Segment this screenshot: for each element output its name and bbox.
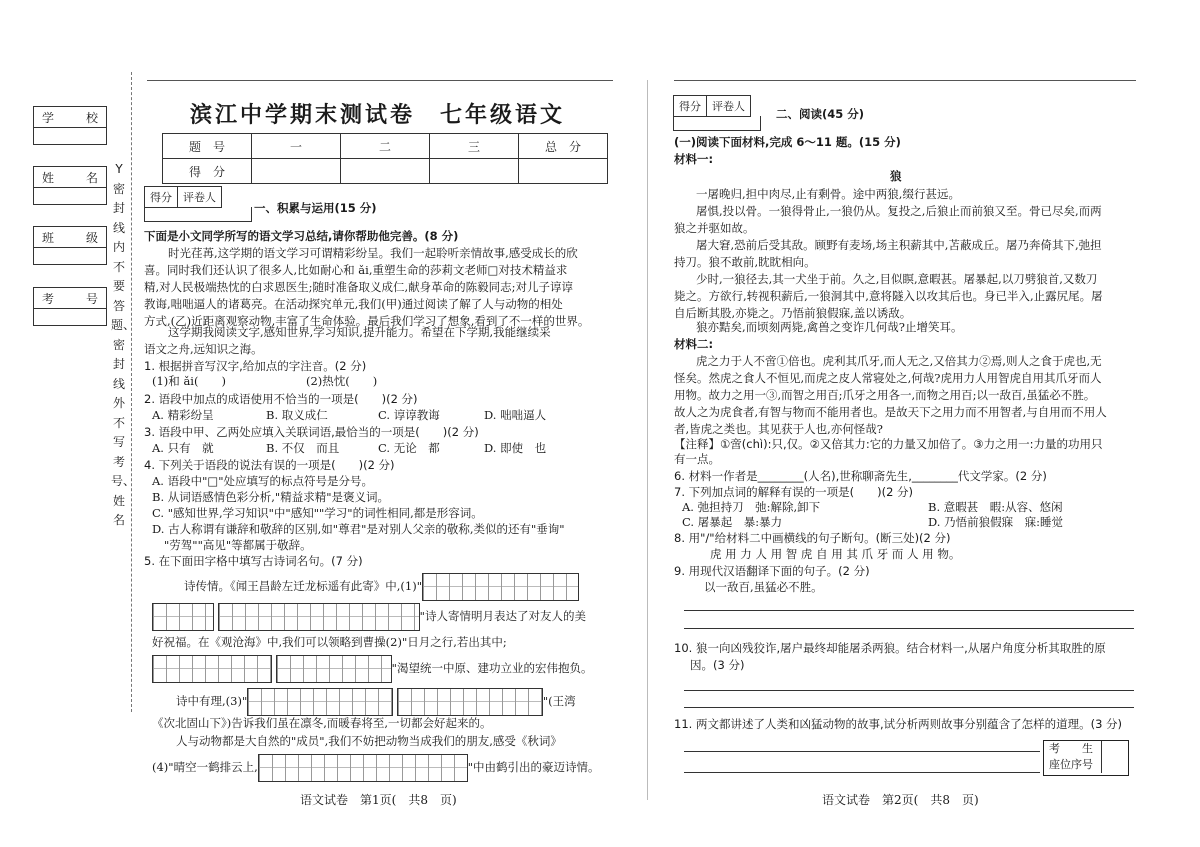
score-cell[interactable] [252, 159, 341, 184]
q3-option-a[interactable]: A. 只有 就 [152, 441, 214, 455]
para2-line: 这学期我阅读文字,感知世界,学习知识,提升能力。希望在下学期,我能继续采 [168, 325, 551, 339]
grader-fill-line [144, 207, 252, 222]
question-9: 9. 用现代汉语翻译下面的句子。(2 分) [674, 564, 870, 578]
score-cell[interactable] [430, 159, 519, 184]
q3-option-b[interactable]: B. 不仅 而且 [266, 441, 340, 455]
page1-top-rule [147, 80, 613, 81]
question-5: 5. 在下面田字格中填写古诗词名句。(7 分) [144, 554, 363, 568]
q5-line [176, 688, 576, 716]
name-label-2: 名 [85, 171, 98, 185]
poem-grid-3a[interactable] [247, 688, 393, 716]
q2-option-b[interactable]: B. 取义成仁 [266, 408, 328, 422]
question-11: 11. 两文都讲述了人类和凶猛动物的故事,试分析两则故事分别蕴含了怎样的道理。(3 分) [674, 717, 1123, 731]
grader-box-2 [673, 95, 751, 117]
q5-line [152, 603, 586, 631]
seal-notice: Y密封线内不要答题、密封线外不写考号、姓名 [111, 162, 136, 527]
poem-grid-2b[interactable] [276, 655, 392, 683]
q5-line-text: 诗中有理,(3)" [176, 694, 248, 708]
material2-label: 材料二: [674, 337, 714, 351]
score-cell[interactable] [519, 159, 608, 184]
para1-line: 教诲,咄咄逼人的诸葛亮。在活动探究单元,我们(甲)通过阅读了解了人与动物的相处 [144, 297, 563, 311]
binding-line [131, 72, 132, 712]
q8-sentence[interactable]: 虎 用 力 人 用 智 虎 自 用 其 爪 牙 而 人 用 物。 [710, 547, 961, 561]
page2-footer: 语文试卷 第2页( 共8 页) [822, 793, 979, 807]
m1-line: 一屠晚归,担中肉尽,止有剩骨。途中两狼,缀行甚远。 [696, 187, 960, 201]
name-label-1: 姓 [42, 171, 55, 185]
question-2: 2. 语段中加点的成语使用不恰当的一项是( )(2 分) [144, 392, 418, 406]
page-title: 滨江中学期末测试卷 七年级语文 [190, 102, 566, 128]
seat-label-1: 考 生 [1044, 741, 1102, 757]
page2-top-rule [674, 80, 1136, 81]
exam-number-input[interactable] [33, 309, 107, 326]
grader-box [144, 186, 222, 208]
q11-answer-line[interactable] [684, 751, 1040, 752]
school-label-1: 学 [42, 111, 55, 125]
m1-line: 自后断其股,亦毙之。乃悟前狼假寐,盖以诱敌。 [674, 306, 912, 320]
q10-answer-line[interactable] [684, 690, 1134, 691]
class-field[interactable] [33, 226, 107, 265]
q9-answer-line[interactable] [684, 610, 1134, 611]
q2-option-c[interactable]: C. 谆谆教诲 [378, 408, 440, 422]
grader-label: 评卷人 [177, 187, 221, 207]
q3-option-c[interactable]: C. 无论 都 [378, 441, 440, 455]
m1-line: 屠大窘,恐前后受其敌。顾野有麦场,场主积薪其中,苫蔽成丘。屠乃奔倚其下,弛担 [696, 238, 1102, 252]
para1-line: 喜。同时我们还认识了很多人,比如耐心和 ǎi,重塑生命的莎莉文老师□对技术精益求 [144, 263, 568, 277]
q9-answer-line[interactable] [684, 628, 1134, 629]
score-header-cell: 题 号 [163, 134, 252, 159]
q4-option-d-cont: "劳驾""高见"等都属于敬辞。 [164, 538, 312, 552]
score-row-label: 得 分 [163, 159, 252, 184]
page1-footer: 语文试卷 第1页( 共8 页) [300, 793, 457, 807]
class-label-1: 班 [42, 231, 55, 245]
exam-no-label-2: 号 [85, 292, 98, 306]
m1-line: 少时,一狼径去,其一犬坐于前。久之,目似瞑,意暇甚。屠暴起,以刀劈狼首,又数刀 [696, 272, 1098, 286]
class-label-2: 级 [85, 231, 98, 245]
seat-label-2: 座位序号 [1044, 757, 1102, 773]
annotation-note: 【注释】①啻(chì):只,仅。②又倍其力:它的力量又加倍了。③力之用一:力量的功用只 [674, 437, 1103, 451]
m1-line: 屠惧,投以骨。一狼得骨止,一狼仍从。复投之,后狼止而前狼又至。骨已尽矣,而两 [696, 204, 1102, 218]
q7-option-c[interactable]: C. 屠暴起 暴:暴力 [682, 515, 783, 529]
q5-line [184, 573, 579, 601]
question-10: 10. 狼一向凶残狡诈,屠户最终却能屠杀两狼。结合材料一,从屠户角度分析其取胜的原 [674, 641, 1106, 655]
q5-line-text: "中由鹤引出的豪迈诗情。 [467, 760, 600, 774]
score-table [162, 133, 608, 184]
m2-line: 虎之力于人不啻①倍也。虎利其爪牙,而人无之,又倍其力②焉,则人之食于虎也,无 [696, 354, 1102, 368]
question-6: 6. 材料一作者是________(人名),世称聊斋先生,________代文学家。(2 分) [674, 469, 1047, 483]
exam-no-label-1: 考 [42, 292, 55, 306]
exam-number-field[interactable] [33, 287, 107, 326]
poem-grid-2a[interactable] [152, 655, 272, 683]
m1-line: 持刀。狼不敢前,眈眈相向。 [674, 255, 816, 269]
m1-line: 狼之并驱如故。 [674, 221, 755, 235]
q4-option-b[interactable]: B. 从词语感情色彩分析,"精益求精"是褒义词。 [152, 490, 389, 504]
poem-grid-1c[interactable] [218, 603, 420, 631]
para1-line: 时光荏苒,这学期的语文学习可谓精彩纷呈。我们一起聆听亲情故事,感受成长的欣 [168, 246, 578, 260]
q1-option[interactable]: (1)和 ǎi( ) [152, 374, 226, 388]
poem-grid-3b[interactable] [397, 688, 543, 716]
score-label: 得分 [150, 191, 172, 204]
question-7: 7. 下列加点词的解释有误的一项是( )(2 分) [674, 485, 914, 499]
score-header-cell: 一 [252, 134, 341, 159]
q5-line-text: (4)"晴空一鹤排云上, [152, 760, 258, 774]
intro-instruction: 下面是小文同学所写的语文学习总结,请你帮助他完善。(8 分) [144, 229, 459, 243]
question-4: 4. 下列关于语段的说法有误的一项是( )(2 分) [144, 458, 395, 472]
name-field[interactable] [33, 166, 107, 205]
q5-line-text: 好祝福。在《观沧海》中,我们可以领略到曹操(2)"日月之行,若出其中; [152, 635, 507, 649]
q4-option-a[interactable]: A. 语段中"□"处应填写的标点符号是分号。 [152, 474, 374, 488]
question-1: 1. 根据拼音写汉字,给加点的字注音。(2 分) [144, 359, 367, 373]
name-input[interactable] [33, 188, 107, 205]
question-10-cont: 因。(3 分) [690, 658, 745, 672]
m2-line: 怪矣。然虎之食人不恒见,而虎之皮人常寝处之,何哉?虎用力人用智虎自用其爪牙而人 [674, 371, 1102, 385]
q2-option-a[interactable]: A. 精彩纷呈 [152, 408, 214, 422]
q2-option-d[interactable]: D. 咄咄逼人 [484, 408, 547, 422]
school-field[interactable] [33, 106, 107, 145]
school-label-2: 校 [85, 111, 98, 125]
section1-heading: 一、积累与运用(15 分) [254, 201, 377, 215]
material1-label: 材料一: [674, 152, 714, 166]
q4-option-d[interactable]: D. 古人称谓有谦辞和敬辞的区别,如"尊君"是对别人父亲的敬称,类似的还有"垂询" [152, 522, 565, 536]
q5-line [152, 754, 600, 782]
poem-grid-4[interactable] [258, 754, 468, 782]
q5-line-text: 《次北固山下》)告诉我们虽在凛冬,而暖春将至,一切都会好起来的。 [152, 716, 492, 730]
question-3: 3. 语段中甲、乙两处应填入关联词语,最恰当的一项是( )(2 分) [144, 425, 479, 439]
para1-line: 精,对人民极端热忱的白求恩医生;随时准备取义成仁,献身革命的陈毅同志;对儿子谆谆 [144, 280, 574, 294]
q1-option[interactable]: (2)热忱( ) [306, 374, 378, 388]
para2-line: 语文之舟,远知识之海。 [144, 342, 263, 356]
m2-line: 故人之为虎食者,有智与物而不能用者也。是故天下之用力而不用智者,与自用而不用人 [674, 405, 1107, 419]
q5-line [152, 655, 592, 683]
class-input[interactable] [33, 248, 107, 265]
q7-option-b[interactable]: B. 意暇甚 暇:从容、悠闲 [928, 500, 1063, 514]
q9-sentence: 以一敌百,虽猛必不胜。 [704, 580, 823, 594]
annotation-note-cont: 有一点。 [674, 452, 720, 466]
poem-grid-1[interactable] [422, 573, 579, 601]
para1-line: 方式,(乙)近距离观察动物,丰富了生命体验。最后我们学习了想象,看到了不一样的世界。 [144, 314, 590, 328]
q7-option-a[interactable]: A. 弛担持刀 弛:解除,卸下 [682, 500, 821, 514]
section2-heading: 二、阅读(45 分) [776, 107, 865, 121]
score-header-cell: 三 [430, 134, 519, 159]
m2-line: 用物。故力之用一③,而智之用百;爪牙之用各一,而物之用百;以一敌百,虽猛必不胜。 [674, 388, 1096, 402]
q10-answer-line[interactable] [684, 707, 1134, 708]
grader-label: 评卷人 [706, 96, 750, 116]
seat-number-box[interactable] [1043, 740, 1129, 776]
q3-option-d[interactable]: D. 即使 也 [484, 441, 547, 455]
poem-title: 狼 [890, 169, 902, 183]
page-divider [647, 80, 648, 800]
grader-fill-line-2 [673, 116, 761, 131]
q5-line-text: 诗传情。《闻王昌龄左迁龙标遥有此寄》中,(1)" [184, 579, 422, 593]
m1-line: 毙之。方欲行,转视积薪后,一狼洞其中,意将隧入以攻其后也。身已半入,止露尻尾。屠 [674, 289, 1103, 303]
q11-answer-line[interactable] [684, 772, 1040, 773]
question-8: 8. 用"/"给材料二中画横线的句子断句。(断三处)(2 分) [674, 531, 951, 545]
m1-line: 狼亦黠矣,而顷刻两毙,禽兽之变诈几何哉?止增笑耳。 [696, 320, 963, 334]
school-input[interactable] [33, 128, 107, 145]
score-header-cell: 总 分 [519, 134, 608, 159]
q4-option-c[interactable]: C. "感知世界,学习知识"中"感知""学习"的词性相同,都是形容词。 [152, 506, 483, 520]
q7-option-d[interactable]: D. 乃悟前狼假寐 寐:睡觉 [928, 515, 1063, 529]
q5-line-text: "诗人寄情明月表达了对友人的美 [419, 609, 586, 623]
q5-line-text: "渴望统一中原、建功立业的宏伟抱负。 [391, 661, 593, 675]
m2-line: 者,皆虎之类也。其见获于人也,亦何怪哉? [674, 422, 883, 436]
score-cell[interactable] [341, 159, 430, 184]
q5-line-text: 人与动物都是大自然的"成员",我们不妨把动物当成我们的朋友,感受《秋词》 [176, 734, 562, 748]
poem-grid-1b[interactable] [152, 603, 214, 631]
reading-part1: (一)阅读下面材料,完成 6～11 题。(15 分) [674, 135, 901, 149]
q5-line-text: "(王湾 [542, 694, 576, 708]
score-label: 得分 [679, 100, 701, 113]
score-header-cell: 二 [341, 134, 430, 159]
